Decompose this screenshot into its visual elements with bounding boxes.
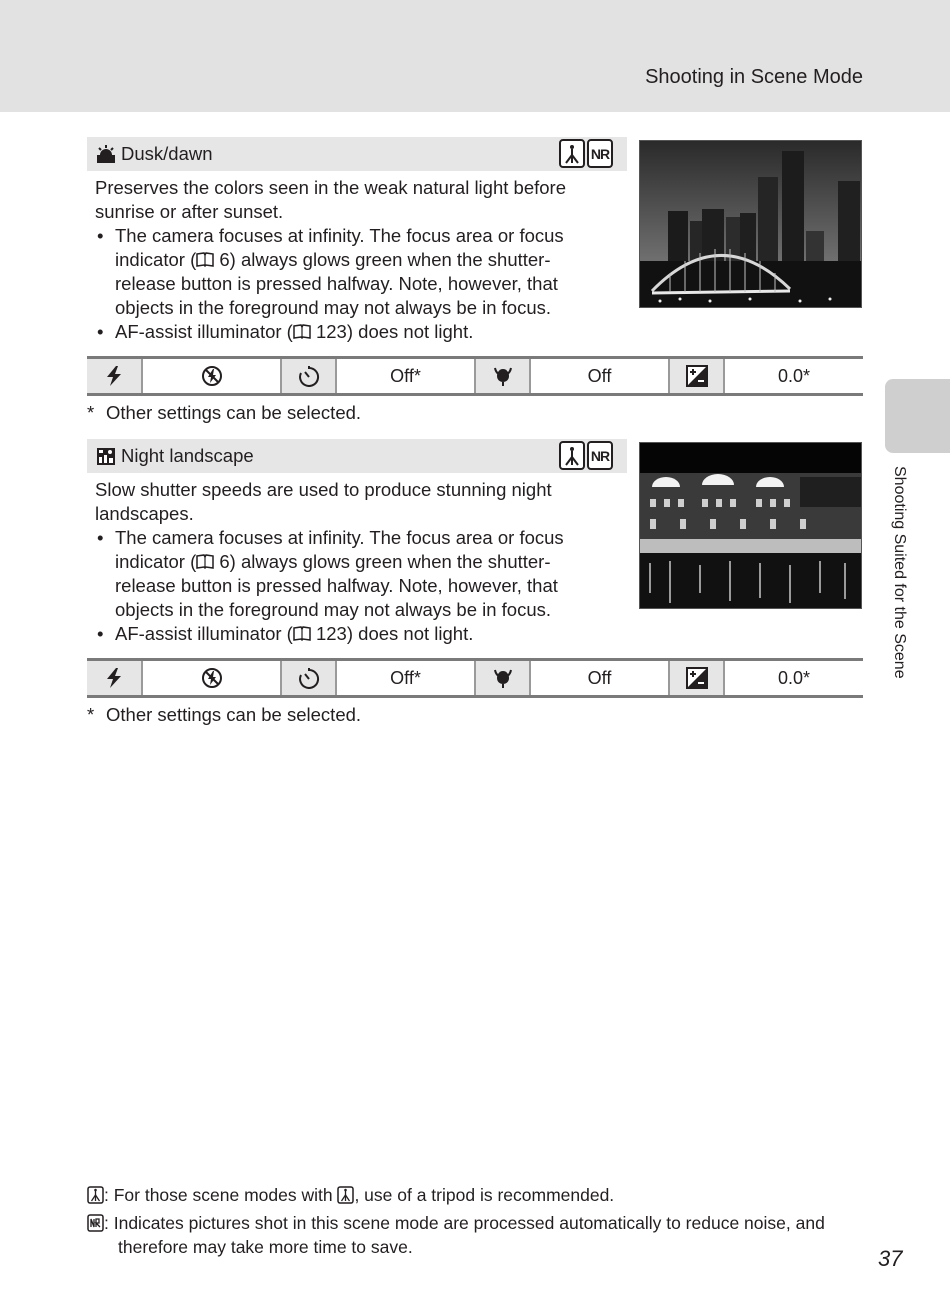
- exposure-compensation-cell: [669, 358, 724, 395]
- macro-icon: [492, 667, 514, 689]
- list-item: • AF-assist illuminator ( 123) does not light.: [95, 622, 585, 646]
- exposure-compensation-icon: [686, 365, 708, 387]
- exposure-compensation-value: 0.0*: [724, 358, 863, 395]
- section-body-night-landscape: [95, 478, 585, 646]
- bullet-list: [95, 526, 585, 646]
- table-row: [87, 358, 863, 395]
- page-reference[interactable]: 6: [219, 551, 230, 572]
- settings-table: [87, 658, 863, 698]
- section-title: Dusk/dawn: [121, 143, 213, 164]
- page-reference[interactable]: 123: [315, 321, 347, 342]
- reference-book-icon: [196, 554, 214, 569]
- tripod-icon: [87, 1186, 104, 1204]
- exposure-compensation-cell: [669, 660, 724, 697]
- self-timer-cell: [281, 660, 336, 697]
- self-timer-value: Off*: [336, 660, 475, 697]
- tripod-icon: [337, 1186, 354, 1204]
- section-heading-dusk-dawn: [87, 137, 627, 171]
- tripod-icon: [559, 441, 585, 470]
- list-item: • AF-assist illuminator ( 123) does not light.: [95, 320, 585, 344]
- list-item: • The camera focuses at infinity. The focus area or focus indicator ( 6) always glows green when the shutter-release button is pressed halfway. Note, however, that objects in the foreground may not always be in focus.: [95, 224, 585, 320]
- night-landscape-icon: [96, 446, 116, 466]
- flash-value-cell: [142, 358, 281, 395]
- self-timer-value: Off*: [336, 358, 475, 395]
- flash-value-cell: [142, 660, 281, 697]
- flash-off-icon: [201, 365, 223, 387]
- list-item: • The camera focuses at infinity. The focus area or focus indicator ( 6) always glows green when the shutter-release button is pressed halfway. Note, however, that objects in the foreground may not always be in focus.: [95, 526, 585, 622]
- reference-book-icon: [196, 252, 214, 267]
- noise-reduction-footnote: : Indicates pictures shot in this scene mode are processed automatically to reduce noise, and therefore may take more time to save.: [87, 1211, 847, 1261]
- macro-icon: [492, 365, 514, 387]
- page-number: 37: [878, 1246, 903, 1271]
- macro-cell: [475, 358, 530, 395]
- tripod-icon: [559, 139, 585, 168]
- flash-icon: [105, 667, 123, 689]
- flash-off-icon: [201, 667, 223, 689]
- section-description: Preserves the colors seen in the weak natural light before sunrise or after sunset.: [95, 177, 566, 222]
- dusk-dawn-photo: [639, 140, 862, 308]
- reference-book-icon: [293, 626, 311, 641]
- chapter-side-label: Shooting Suited for the Scene: [891, 466, 908, 679]
- section-heading-night-landscape: [87, 439, 627, 473]
- noise-reduction-icon: [87, 1214, 104, 1232]
- dusk-dawn-icon: [96, 144, 116, 164]
- page-header-title: Shooting in Scene Mode: [645, 66, 863, 88]
- self-timer-icon: [297, 667, 321, 689]
- flash-mode-cell: [87, 358, 142, 395]
- exposure-compensation-icon: [686, 667, 708, 689]
- settings-table: [87, 356, 863, 396]
- noise-reduction-icon: NR: [587, 139, 613, 168]
- self-timer-cell: [281, 358, 336, 395]
- section-description: Slow shutter speeds are used to produce stunning night landscapes.: [95, 479, 552, 524]
- exposure-compensation-value: 0.0*: [724, 660, 863, 697]
- macro-cell: [475, 660, 530, 697]
- macro-value: Off: [530, 358, 669, 395]
- chapter-side-tab[interactable]: [885, 379, 950, 453]
- page-reference[interactable]: 6: [219, 249, 230, 270]
- table-row: [87, 660, 863, 697]
- night-landscape-photo: [639, 442, 862, 609]
- tripod-footnote: : For those scene modes with , use of a tripod is recommended.: [87, 1183, 847, 1207]
- flash-icon: [105, 365, 123, 387]
- bullet-list: [95, 224, 585, 344]
- settings-note: * Other settings can be selected.: [87, 704, 362, 725]
- noise-reduction-icon: NR: [587, 441, 613, 470]
- settings-note: * Other settings can be selected.: [87, 402, 362, 423]
- page-header-band: [0, 0, 950, 112]
- section-title: Night landscape: [121, 445, 254, 466]
- flash-mode-cell: [87, 660, 142, 697]
- reference-book-icon: [293, 324, 311, 339]
- macro-value: Off: [530, 660, 669, 697]
- page-reference[interactable]: 123: [315, 623, 347, 644]
- self-timer-icon: [297, 365, 321, 387]
- section-body-dusk-dawn: [95, 176, 585, 344]
